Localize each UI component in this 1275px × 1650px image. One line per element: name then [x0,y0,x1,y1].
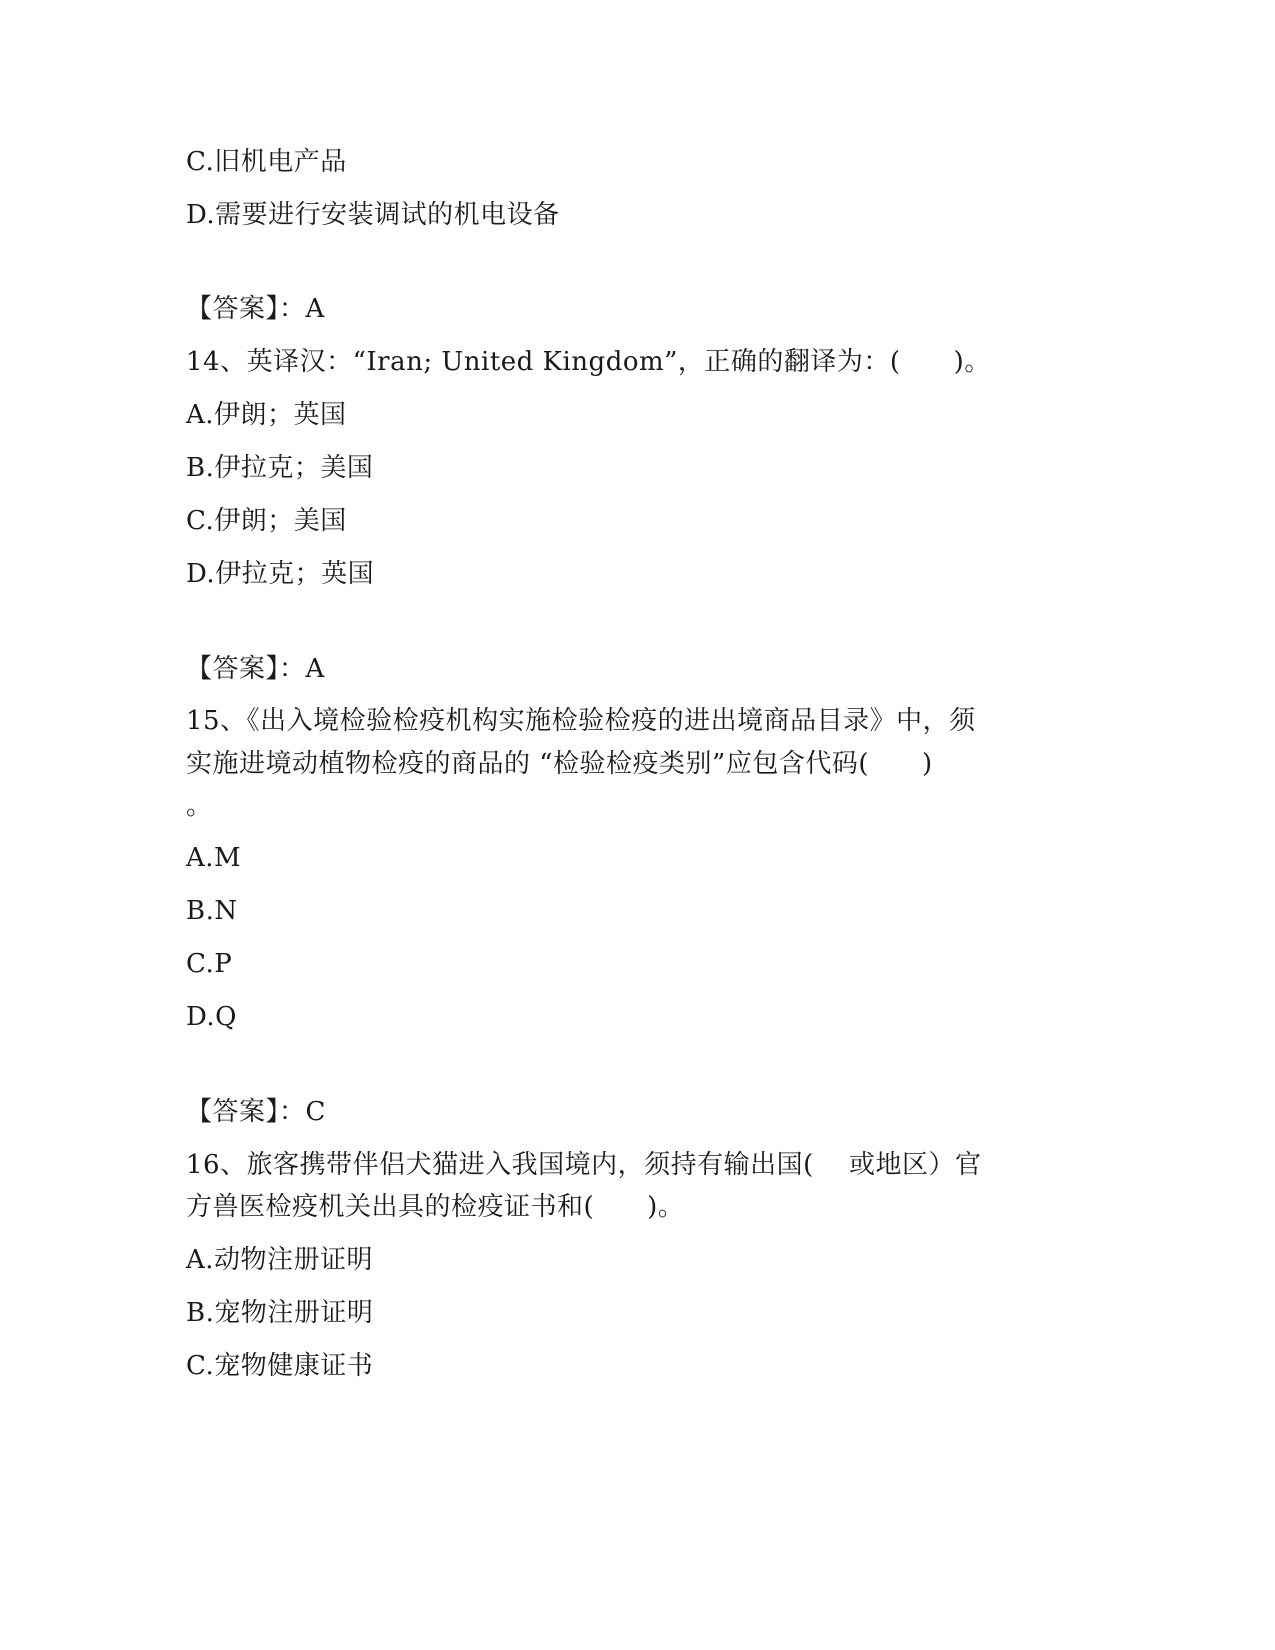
option-b-q15: B.N [186,896,238,926]
option-a-q15: A.M [186,843,242,873]
option-b-q14: B.伊拉克；美国 [186,453,374,483]
option-c-q15: C.P [186,949,233,979]
option-d-q14: D.伊拉克；英国 [186,559,375,589]
question-15-line-2: 实施进境动植物检疫的商品的 “检验检疫类别”应包含代码( ) [186,749,933,779]
option-b-q16: B.宠物注册证明 [186,1298,374,1328]
answer-q13: 【答案】：A [186,294,325,324]
option-a-q14: A.伊朗；英国 [186,400,347,430]
question-15-line-1: 15、《出入境检验检疫机构实施检验检疫的进出境商品目录》中，须 [186,706,976,736]
question-16-line-2: 方兽医检疫机关出具的检疫证书和( )。 [186,1192,685,1222]
option-c-q14: C.伊朗；美国 [186,506,347,536]
option-c-q16: C.宠物健康证书 [186,1351,374,1381]
question-14: 14、英译汉：“Iran; United Kingdom”，正确的翻译为：( )。 [186,347,991,377]
question-16-line-1: 16、旅客携带伴侣犬猫进入我国境内，须持有输出国( 或地区）官 [186,1150,982,1180]
option-a-q16: A.动物注册证明 [186,1245,374,1275]
option-d-q15: D.Q [186,1002,237,1032]
answer-q14: 【答案】：A [186,654,325,684]
answer-q15: 【答案】：C [186,1097,326,1127]
option-c-q13: C.旧机电产品 [186,147,347,177]
question-15-line-3: 。 [186,791,213,821]
option-d-q13: D.需要进行安装调试的机电设备 [186,200,560,230]
